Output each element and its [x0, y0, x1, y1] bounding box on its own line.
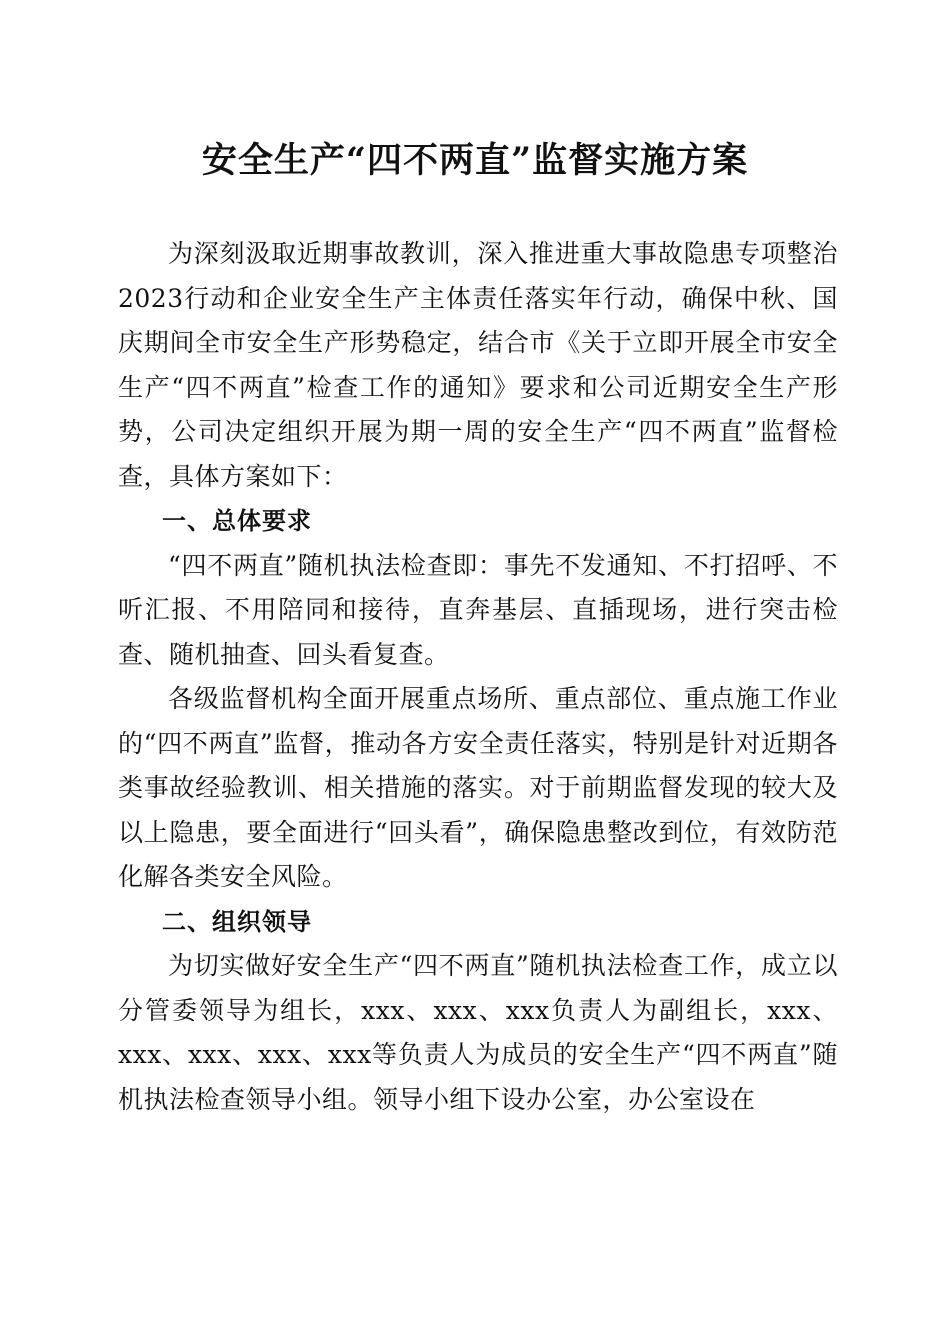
document-title: 安全生产“四不两直”监督实施方案 [201, 140, 749, 181]
section-heading: 二、组织领导 [162, 907, 312, 936]
section-heading: 一、总体要求 [162, 507, 312, 535]
document-body [118, 232, 838, 1122]
section-general-requirements [118, 499, 838, 900]
intro-paragraph: 为深刻汲取近期事故教训，深入推进重大事故隐患专项整治2023行动和企业安全生产主体责任落实年行动，确保中秋、国庆期间全市安全生产形势稳定，结合市《关于立即开展全市安全生产“四不两直”检查工作的通知》要求和公司近期安全生产形势，公司决定组织开展为期一周的安全生产“四不两直”监督检查，具体方案如下： [118, 239, 838, 491]
section-paragraph: 为切实做好安全生产“四不两直”随机执法检查工作，成立以分管委领导为组长，xxx、xxx、xxx负责人为副组长，xxx、xxx、xxx、xxx、xxx等负责人为成员的安全生产“四不两直”随机执法检查领导小组。领导小组下设办公室，办公室设在 [118, 951, 838, 1114]
section-paragraph: 各级监督机构全面开展重点场所、重点部位、重点施工作业的“四不两直”监督，推动各方安全责任落实，特别是针对近期各类事故经验教训、相关措施的落实。对于前期监督发现的较大及以上隐患，要全面进行“回头看”，确保隐患整改到位，有效防范化解各类安全风险。 [118, 684, 838, 891]
section-paragraph: “四不两直”随机执法检查即：事先不发通知、不打招呼、不听汇报、不用陪同和接待，直奔基层、直插现场，进行突击检查、随机抽查、回头看复查。 [118, 550, 838, 669]
section-organization-leadership [118, 900, 838, 1123]
